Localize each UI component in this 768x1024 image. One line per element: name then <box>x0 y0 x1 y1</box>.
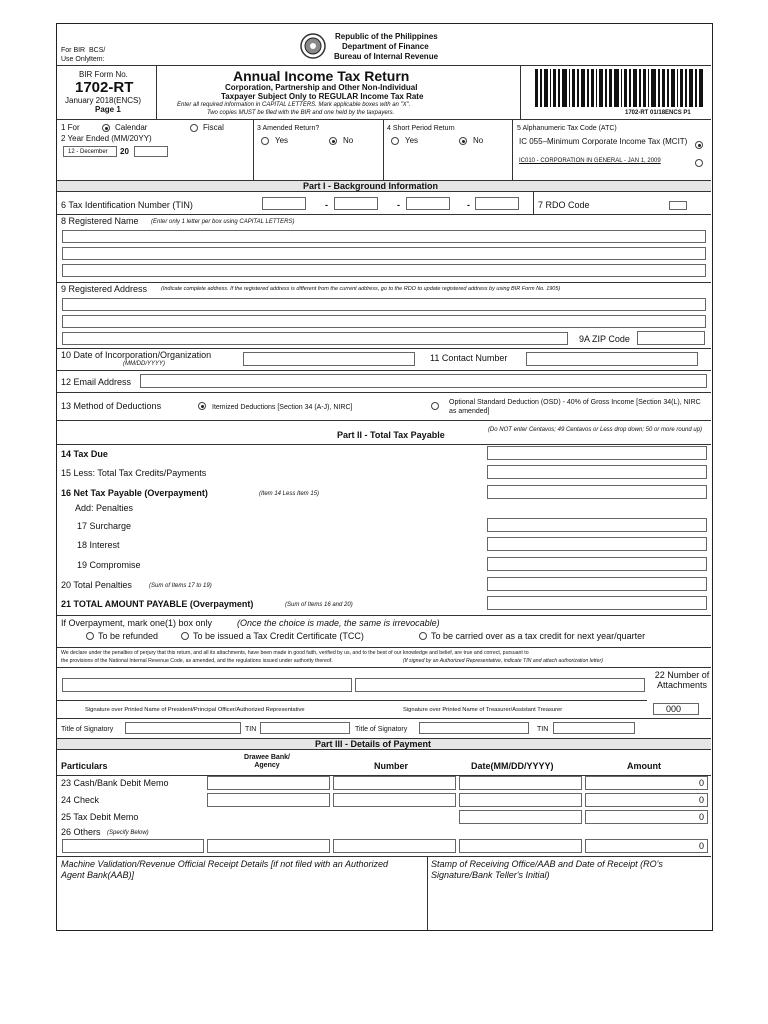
atc-mcit-radio[interactable] <box>695 141 703 149</box>
registered-address-input-1[interactable] <box>62 298 706 311</box>
email-input[interactable] <box>140 374 707 388</box>
tcc-radio[interactable] <box>181 632 189 640</box>
amended-no-label: No <box>343 136 354 145</box>
osd-label: Optional Standard Deduction (OSD) - 40% of Gross Income [Section 34(L), NIRC as amended] <box>449 399 701 415</box>
payment-row-label: 23 Cash/Bank Debit Memo <box>61 778 169 788</box>
calendar-radio[interactable] <box>102 124 110 132</box>
col-particulars: Particulars <box>61 761 108 771</box>
date-input[interactable] <box>459 776 582 790</box>
field-2-label: 2 Year Ended (MM/20YY) <box>61 134 152 143</box>
col-amount: Amount <box>627 761 661 771</box>
short-period-no-label: No <box>473 136 484 145</box>
field-1-label: 1 For <box>61 123 80 132</box>
number-input[interactable] <box>333 793 456 807</box>
registered-address-input-3[interactable] <box>62 332 568 345</box>
form-instruction-1: Enter all required information in CAPITAL LETTERS. Mark applicable boxes with an "X". <box>177 102 411 108</box>
attachments-input[interactable]: 000 <box>653 703 699 715</box>
short-period-no-radio[interactable] <box>459 137 467 145</box>
atc-option-mcit: IC 055–Minimum Corporate Income Tax (MCIT) <box>519 137 688 146</box>
surcharge-label: 17 Surcharge <box>77 521 132 531</box>
short-period-yes-label: Yes <box>405 136 419 145</box>
col-date: Date(MM/DD/YYYY) <box>471 761 554 771</box>
tin-input-4[interactable] <box>475 197 519 210</box>
payment-row-label: 25 Tax Debit Memo <box>61 812 139 822</box>
treasurer-signature-input[interactable] <box>355 678 645 692</box>
page-number: Page 1 <box>95 105 121 114</box>
date-input[interactable] <box>459 793 582 807</box>
payment-row-label: 24 Check <box>61 795 100 805</box>
interest-label: 18 Interest <box>77 540 120 550</box>
bir-seal-logo <box>300 33 326 59</box>
tin-input-left[interactable] <box>260 722 350 734</box>
total-penalties-input[interactable] <box>487 577 707 591</box>
amended-no-radio[interactable] <box>329 137 337 145</box>
tin-input-right[interactable] <box>553 722 635 734</box>
barcode-code: 1702-RT 01/18ENCS P1 <box>625 110 691 116</box>
incorporation-date-format: (MM/DD/YYYY) <box>123 361 165 367</box>
drawee-input[interactable] <box>207 839 330 853</box>
tax-credits-input[interactable] <box>487 465 707 479</box>
total-penalties-note: (Sum of Items 17 to 19) <box>149 583 212 589</box>
number-input[interactable] <box>333 776 456 790</box>
tax-return-form <box>56 23 713 931</box>
tin-dash-3: - <box>467 200 470 210</box>
tin-input-3[interactable] <box>406 197 450 210</box>
fiscal-radio[interactable] <box>190 124 198 132</box>
form-instruction-2: Two copies MUST be filed with the BIR and one held by the taxpayers. <box>207 110 395 116</box>
add-penalties-label: Add: Penalties <box>75 503 134 513</box>
declaration-text-2: the provisions of the National Internal Revenue Code, as amended, and the regulations issued under authority thereof. <box>61 658 333 664</box>
form-title: Annual Income Tax Return <box>233 68 410 84</box>
carry-over-label: To be carried over as a tax credit for next year/quarter <box>431 631 646 641</box>
refund-radio[interactable] <box>86 632 94 640</box>
col-number: Number <box>374 761 409 771</box>
date-input[interactable] <box>459 810 582 824</box>
president-signature-caption: Signature over Printed Name of President/Principal Officer/Authorized Representative <box>85 707 305 713</box>
col-drawee: Drawee Bank/ Agency <box>244 754 290 769</box>
contact-number-label: 11 Contact Number <box>430 353 508 363</box>
amount-input[interactable]: 0 <box>585 793 708 807</box>
amended-yes-radio[interactable] <box>261 137 269 145</box>
carry-over-radio[interactable] <box>419 632 427 640</box>
net-tax-note: (Item 14 Less Item 15) <box>259 491 320 497</box>
total-payable-label: 21 TOTAL AMOUNT PAYABLE (Overpayment) <box>61 599 254 609</box>
tin-label-left: TIN <box>245 726 257 733</box>
overpayment-note: (Once the choice is made, the same is irrevocable) <box>237 618 440 628</box>
others-note: (Specify Below) <box>107 830 149 836</box>
form-subtitle-1: Corporation, Partnership and Other Non-Individual <box>225 83 418 92</box>
part-1-header <box>57 180 711 192</box>
deductions-label: 13 Method of Deductions <box>61 401 162 411</box>
zip-code-label: 9A ZIP Code <box>579 334 630 344</box>
zip-code-input[interactable] <box>637 331 705 345</box>
department-label: Department of Finance <box>342 42 429 51</box>
registered-name-input-1[interactable] <box>62 230 706 243</box>
compromise-input[interactable] <box>487 557 707 571</box>
total-payable-note: (Sum of Items 16 and 20) <box>285 602 353 608</box>
atc-general-radio[interactable] <box>695 159 703 167</box>
net-tax-input[interactable] <box>487 485 707 499</box>
tin-dash-1: - <box>325 200 328 210</box>
field-4-label: 4 Short Period Return <box>387 125 455 132</box>
tin-input-1[interactable] <box>262 197 306 210</box>
incorporation-date-label: 10 Date of Incorporation/Organization <box>61 350 212 360</box>
registered-name-note: (Enter only 1 letter per box using CAPITAL LETTERS) <box>151 219 295 225</box>
machine-validation-label: Machine Validation/Revenue Official Receipt Details [if not filed with an Authorized Agent Bank(AAB)] <box>61 859 389 880</box>
tin-label: 6 Tax Identification Number (TIN) <box>61 200 193 210</box>
contact-number-input[interactable] <box>526 352 698 366</box>
surcharge-input[interactable] <box>487 518 707 532</box>
rdo-code-label: 7 RDO Code <box>538 200 590 210</box>
total-penalties-label: 20 Total Penalties <box>61 580 132 590</box>
fiscal-label: Fiscal <box>203 123 224 132</box>
form-subtitle-2: Taxpayer Subject Only to REGULAR Income Tax Rate <box>221 92 424 101</box>
declaration-note: (If signed by an Authorized Representative, indicate TIN and attach authorization letter) <box>403 658 603 664</box>
treasurer-signature-caption: Signature over Printed Name of Treasurer/Assistant Treasurer <box>403 707 563 713</box>
registered-address-input-2[interactable] <box>62 315 706 328</box>
amount-input[interactable]: 0 <box>585 776 708 790</box>
registered-address-note: (Indicate complete address. If the registered address is different from the current address, go to the RDO to update registered address by using BIR Form No. 1905) <box>161 286 561 292</box>
part-1-title: Part I - Background Information <box>303 181 439 191</box>
itemized-deductions-label: Itemized Deductions [Section 34 (A-J), NIRC] <box>212 404 353 411</box>
amended-yes-label: Yes <box>275 136 289 145</box>
calendar-label: Calendar <box>115 123 148 132</box>
itemized-deductions-radio[interactable] <box>198 402 206 410</box>
registered-name-input-3[interactable] <box>62 264 706 277</box>
barcode <box>535 69 705 107</box>
date-input[interactable] <box>459 839 582 853</box>
title-signatory-input-left[interactable] <box>125 722 241 734</box>
year-ended-month-select[interactable]: 12 - December <box>63 146 117 157</box>
others-specify-input[interactable] <box>62 839 204 853</box>
tax-due-input[interactable] <box>487 446 707 460</box>
registered-address-label: 9 Registered Address <box>61 284 148 294</box>
total-payable-input[interactable] <box>487 596 707 610</box>
tin-input-2[interactable] <box>334 197 378 210</box>
atc-option-general: IC010 - CORPORATION IN GENERAL - JAN 1, 2009 <box>519 158 661 164</box>
tax-credits-label: 15 Less: Total Tax Credits/Payments <box>61 468 207 478</box>
bir-use-label: For BIR Use Only <box>61 47 90 63</box>
registered-name-input-2[interactable] <box>62 247 706 260</box>
year-prefix: 20 <box>120 147 129 156</box>
part-3-title: Part III - Details of Payment <box>315 739 432 749</box>
payment-row-label: 26 Others <box>61 827 101 837</box>
rdo-code-input[interactable] <box>669 201 687 210</box>
attachments-label: 22 Number of Attachments <box>654 670 710 690</box>
amount-input[interactable]: 0 <box>585 810 708 824</box>
compromise-label: 19 Compromise <box>77 560 141 570</box>
form-no-label: BIR Form No. <box>79 70 128 79</box>
stamp-label: Stamp of Receiving Office/AAB and Date of Receipt (RO's Signature/Bank Teller's Initial) <box>431 859 663 880</box>
republic-label: Republic of the Philippines <box>335 32 438 41</box>
title-signatory-input-right[interactable] <box>419 722 529 734</box>
part-3-header <box>57 738 711 750</box>
refund-label: To be refunded <box>98 631 159 641</box>
amount-input[interactable]: 0 <box>585 839 708 853</box>
field-3-label: 3 Amended Return? <box>257 125 320 132</box>
email-label: 12 Email Address <box>61 377 132 387</box>
registered-name-label: 8 Registered Name <box>61 216 139 226</box>
title-signatory-label-right: Title of Signatory <box>355 726 408 733</box>
interest-input[interactable] <box>487 537 707 551</box>
bcs-item-label: BCS/ Item: <box>89 47 106 63</box>
title-signatory-label-left: Title of Signatory <box>61 726 114 733</box>
net-tax-label: 16 Net Tax Payable (Overpayment) <box>61 488 208 498</box>
tin-label-right: TIN <box>537 726 549 733</box>
part-2-title: Part II - Total Tax Payable <box>337 430 445 440</box>
form-number: 1702-RT <box>75 79 134 96</box>
tcc-label: To be issued a Tax Credit Certificate (TCC) <box>193 631 364 641</box>
form-date: January 2018(ENCS) <box>65 96 142 105</box>
year-ended-year-input[interactable] <box>134 146 168 157</box>
overpayment-label: If Overpayment, mark one(1) box only <box>61 618 213 628</box>
number-input[interactable] <box>333 839 456 853</box>
drawee-input[interactable] <box>207 793 330 807</box>
tin-dash-2: - <box>397 200 400 210</box>
short-period-yes-radio[interactable] <box>391 137 399 145</box>
osd-radio[interactable] <box>431 402 439 410</box>
incorporation-date-input[interactable] <box>243 352 415 366</box>
field-5-label: 5 Alphanumeric Tax Code (ATC) <box>517 125 617 132</box>
tax-due-label: 14 Tax Due <box>61 449 108 459</box>
president-signature-input[interactable] <box>62 678 352 692</box>
bureau-label: Bureau of Internal Revenue <box>334 52 439 61</box>
part-2-note: (Do NOT enter Centavos; 49 Centavos or Less drop down; 50 or more round up) <box>487 427 703 433</box>
declaration-text-1: We declare under the penalties of perjury that this return, and all its attachments, have been made in good faith, verified by us, and to the best of our knowledge and belief, are true and correct, pursuant to <box>61 650 529 656</box>
drawee-input[interactable] <box>207 776 330 790</box>
